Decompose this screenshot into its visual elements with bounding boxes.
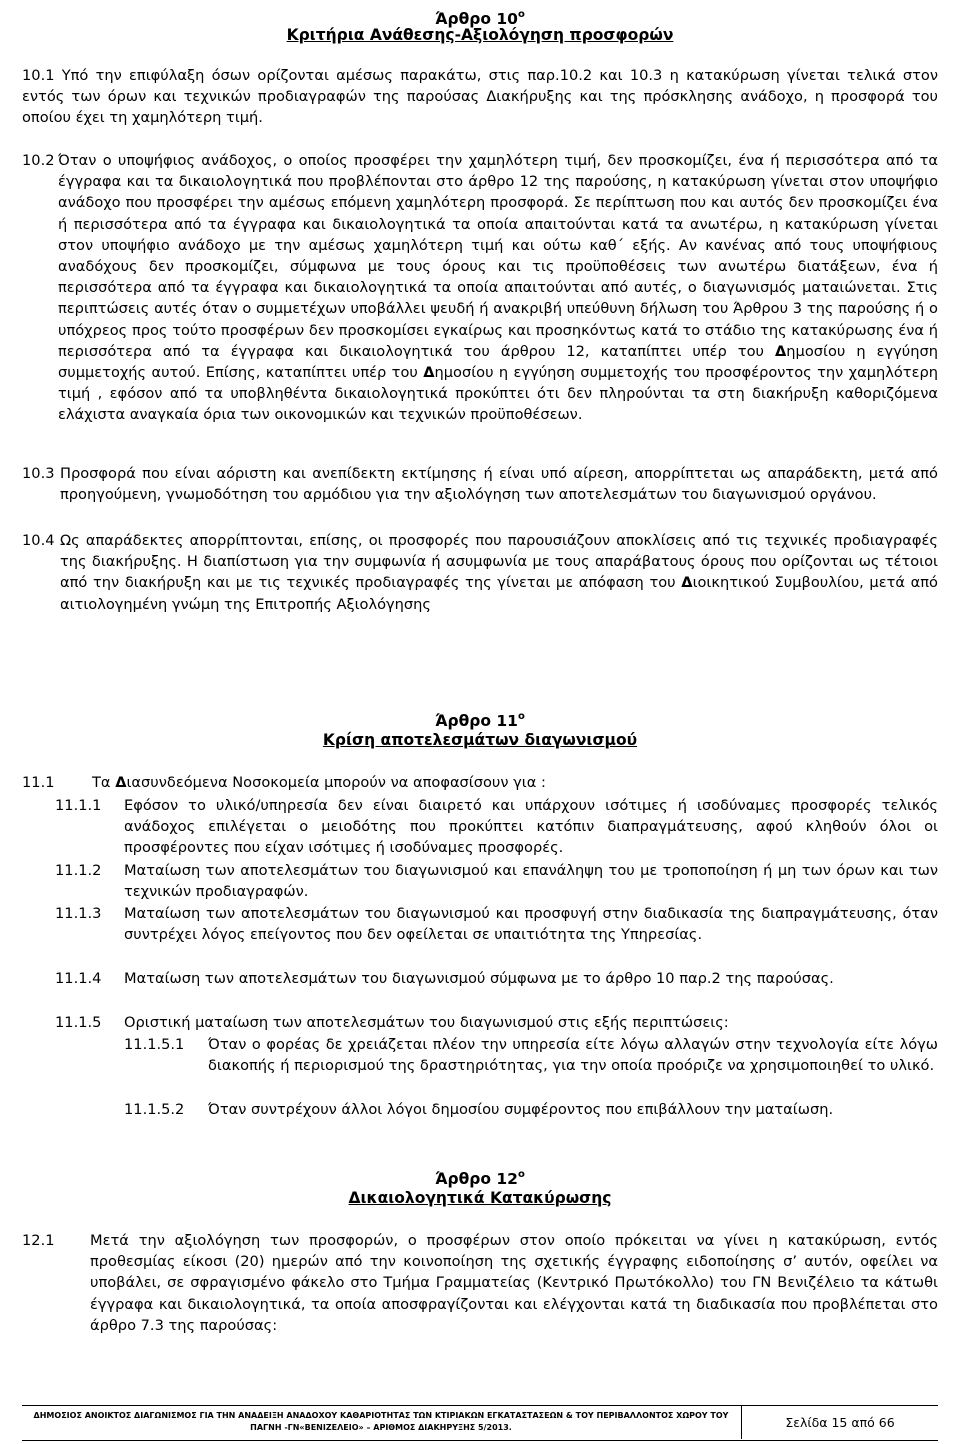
paragraph-10-1-text: 10.1 Υπό την επιφύλαξη όσων ορίζονται αμέσως παρακάτω, στις παρ.10.2 και 10.3 η κατακύρωση γίνεται τελικά στον εντός των όρων και τεχνικών προδιαγραφών της παρούσας Διακήρυξης και της πρόσκλησης ανάδοχο, η προσφορά του οποίου έχει τη χαμηλότερη τιμή. xyxy=(22,67,938,127)
item-11-1-5-2-number: 11.1.5.2 xyxy=(124,1101,185,1118)
item-11-1-1 xyxy=(55,795,938,859)
article-12-subtitle xyxy=(0,1187,960,1209)
item-11-1-2 xyxy=(55,860,938,902)
p10-4-part1: Ως απαράδεκτες απορρίπτονται, επίσης, οι προσφορές που παρουσιάζουν αποκλίσεις από τις τεχνικές προδιαγραφές της διακήρυξης. Η διαπίστωση για την συμφωνία ή ασυμφωνία με τους απαράβατους όρους που ορίζονται ως τέτοιοι από την διακήρυξη και με τις τεχνικές προδιαγραφές της γίνεται με απόφαση του xyxy=(60,532,938,592)
footer-title-line2: ΠΑΓΝΗ -ΓΝ«ΒΕΝΙΖΕΛΕΙΟ» – ΑΡΙΘΜΟΣ ΔΙΑΚΗΡΥΞΗΣ 5/2013. xyxy=(250,1423,512,1432)
footer-title-line1: ΔΗΜΟΣΙΟΣ ΑΝΟΙΚΤΟΣ ΔΙΑΓΩΝΙΣΜΟΣ ΓΙΑ ΤΗΝ ΑΝΑΔΕΙΞΗ ΑΝΑΔΟΧΟΥ ΚΑΘΑΡΙΟΤΗΤΑΣ ΤΩΝ ΚΤΙΡΙΑΚΩΝ ΕΓΚΑΤΑΣΤΑΣΕΩΝ & ΤΟΥ ΠΕΡΙΒΑΛΛΟΝΤΟΣ ΧΩΡΟΥ ΤΟΥ xyxy=(33,1411,729,1420)
item-11-1-3-text: Ματαίωση των αποτελεσμάτων του διαγωνισμού και προσφυγή στην διαδικασία της διαπραγμάτευσης, όταν συντρέχει λόγος επείγοντος που δεν οφείλεται σε υπαιτιότητα της Υπηρεσίας. xyxy=(124,905,938,944)
paragraph-12-1 xyxy=(22,1230,938,1336)
item-11-1-1-number: 11.1.1 xyxy=(55,797,102,814)
item-11-1-5-text: Οριστική ματαίωση των αποτελεσμάτων του διαγωνισμού στις εξής περιπτώσεις: xyxy=(124,1014,729,1031)
p10-2-bold2: Δ xyxy=(423,364,435,382)
paragraph-10-2 xyxy=(22,150,938,426)
p11-1-part1: Τα xyxy=(92,774,116,791)
article-10-subtitle-text: Κριτήρια Ανάθεσης-Αξιολόγηση προσφορών xyxy=(286,26,674,44)
footer-bottom-rule xyxy=(22,1440,938,1441)
paragraph-10-1 xyxy=(22,65,938,129)
article-10-title: Άρθρο 10 xyxy=(435,10,518,28)
paragraph-10-2-number: 10.2 xyxy=(22,152,55,169)
article-12-title: Άρθρο 12 xyxy=(435,1170,518,1188)
p10-2-part3: ημοσίου η εγγύηση συμμετοχής του προσφέροντος την χαμηλότερη τιμή , εφόσον από τα υποβληθέντα δικαιολογητικά προκύπτει ότι δεν πληρούνται τα στη διακήρυξη καθοριζόμενα ελάχιστα αναγκαία όρια των οικονομικών και τεχνικών προϋποθέσεων. xyxy=(58,364,938,424)
footer-page-number: Σελίδα 15 από 66 xyxy=(785,1415,895,1430)
article-11-subtitle-text: Κρίση αποτελεσμάτων διαγωνισμού xyxy=(322,731,638,749)
footer-top-rule xyxy=(22,1405,938,1406)
item-11-1-5 xyxy=(55,1012,938,1033)
p10-4-part2: ιοικητικού Συμβουλίου, μετά από αιτιολογημένη γνώμη της Επιτροπής Αξιολόγησης xyxy=(60,574,938,613)
item-11-1-5-1 xyxy=(124,1034,938,1076)
item-11-1-5-2-text: Όταν συντρέχουν άλλοι λόγοι δημοσίου συμφέροντος που επιβάλλουν την ματαίωση. xyxy=(208,1101,834,1118)
item-11-1-4-text: Ματαίωση των αποτελεσμάτων του διαγωνισμού σύμφωνα με το άρθρο 10 παρ.2 της παρούσας. xyxy=(124,970,834,987)
item-11-1-4-number: 11.1.4 xyxy=(55,970,102,987)
item-11-1-2-number: 11.1.2 xyxy=(55,862,102,879)
paragraph-10-4-text xyxy=(60,530,938,615)
item-11-1-1-text: Εφόσον το υλικό/υπηρεσία δεν είναι διαιρετό και υπάρχουν ισότιμες ή ισοδύναμες προσφορές τελικός ανάδοχος επιλέγεται ο μειοδότης που προκύπτει κατόπιν διαπραγμάτευσης, αφού κληθούν όλοι οι προσφέροντες που είχαν ισότιμες ή ισοδύναμες προσφορές. xyxy=(124,797,938,857)
article-12-sup: ο xyxy=(517,1169,525,1180)
paragraph-10-3-number: 10.3 xyxy=(22,465,55,482)
article-11-sup: ο xyxy=(517,711,525,722)
p10-2-part2: ημοσίου η εγγύηση συμμετοχής αυτού. Επίσης, καταπίπτει υπέρ του xyxy=(58,342,939,382)
paragraph-11-1 xyxy=(22,772,938,793)
item-11-1-5-2 xyxy=(124,1099,938,1120)
paragraph-10-4 xyxy=(22,530,938,615)
paragraph-12-1-number: 12.1 xyxy=(22,1232,55,1249)
article-11-subtitle xyxy=(0,729,960,751)
footer-title xyxy=(22,1410,740,1434)
item-11-1-3-number: 11.1.3 xyxy=(55,905,102,922)
p10-4-bold: Δ xyxy=(681,574,693,592)
paragraph-12-1-text: Μετά την αξιολόγηση των προσφορών, ο προσφέρων στον οποίο πρόκειται να γίνει η κατακύρωση, εντός προθεσμίας είκοσι (20) ημερών από την κοινοποίηση της σχετικής έγγραφης ειδοποίησης σ’ αυτόν, οφείλει να υποβάλει, σε σφραγισμένο φάκελο στο Τμήμα Γραμματείας (Κεντρικό Πρωτόκολλο) του ΓΝ Βενιζέλειο τα κάτωθι έγγραφα και δικαιολογητικά, τα οποία αποσφραγίζονται και ελέγχονται κατά τη διαδικασία που προβλέπεται στο άρθρο 7.3 της παρούσας: xyxy=(90,1232,938,1334)
item-11-1-5-1-number: 11.1.5.1 xyxy=(124,1036,185,1053)
item-11-1-5-number: 11.1.5 xyxy=(55,1014,102,1031)
item-11-1-5-1-text: Όταν ο φορέας δε χρειάζεται πλέον την υπηρεσία είτε λόγω αλλαγών στην τεχνολογία είτε λόγω διακοπής ή περιορισμού της δραστηριότητας, για την οποία προόριζε να χρησιμοποιηθεί το υλικό. xyxy=(208,1036,938,1075)
paragraph-11-1-number: 11.1 xyxy=(22,774,55,791)
paragraph-11-1-text xyxy=(92,772,938,793)
paragraph-10-2-text xyxy=(58,150,938,426)
article-12-subtitle-text: Δικαιολογητικά Κατακύρωσης xyxy=(348,1189,612,1207)
item-11-1-2-text: Ματαίωση των αποτελεσμάτων του διαγωνισμού και επανάληψη του με τροποποίηση ή μη των όρων και των τεχνικών προδιαγραφών. xyxy=(124,862,938,901)
item-11-1-3 xyxy=(55,903,938,945)
paragraph-10-3-text: Προσφορά που είναι αόριστη και ανεπίδεκτη εκτίμησης ή είναι υπό αίρεση, απορρίπτεται ως απαράδεκτη, μετά από προηγούμενη, γνωμοδότηση του αρμόδιου για την αξιολόγηση των αποτελεσμάτων του διαγωνισμού οργάνου. xyxy=(60,465,938,504)
p10-2-bold1: Δ xyxy=(775,342,787,360)
item-11-1-4 xyxy=(55,968,938,989)
p10-2-part1: Όταν ο υποψήφιος ανάδοχος, ο οποίος προσφέρει την χαμηλότερη τιμή, δεν προσκομίζει, ένα ή περισσότερα από τα έγγραφα και τα δικαιολογητικά που προβλέπονται στο άρθρο 12 της παρούσης, η κατακύρωση γίνεται στον υποψήφιο ανάδοχο που προσφέρει την αμέσως επόμενη χαμηλότερη προσφορά. Σε περίπτωση που και αυτός δεν προσκομίζει ένα ή περισσότερα από τα έγγραφα και δικαιολογητικά τα οποία απαιτούνται κατά τα ανωτέρω, η κατακύρωση γίνεται στον υποψήφιο ανάδοχο με την αμέσως χαμηλότερη τιμή και ούτω καθ΄ εξής. Αν κανένας από τους υποψήφιους αναδόχους δεν προσκομίζει, σύμφωνα με τους όρους και τις προϋποθέσεις των ανωτέρω διατάξεων, ένα ή περισσότερα από τα έγγραφα και δικαιολογητικά τα οποία απαιτούνται από αυτές, ο διαγωνισμός ματαιώνεται. Στις περιπτώσεις αυτές όταν ο συμμετέχων υποβάλλει ψευδή ή ανακριβή υπεύθυνη δήλωση του Άρθρου 3 της παρούσης ή ο υπόχρεος προς τούτο προσφέρων δεν προσκομίσει εγκαίρως και προσηκόντως κατά το στάδιο της κατακύρωσης ένα ή περισσότερα από τα έγγραφα και δικαιολογητικά του άρθρου 12, καταπίπτει υπέρ του xyxy=(58,152,938,360)
p11-1-part2: ιασυνδεόμενα Νοσοκομεία μπορούν να αποφασίσουν για : xyxy=(126,774,546,791)
p11-1-bold: Δ xyxy=(115,774,127,791)
article-10-sup: ο xyxy=(517,9,525,20)
article-11-title: Άρθρο 11 xyxy=(435,712,518,730)
paragraph-10-3 xyxy=(22,463,938,505)
paragraph-10-4-number: 10.4 xyxy=(22,532,55,549)
article-10-subtitle xyxy=(0,24,960,46)
